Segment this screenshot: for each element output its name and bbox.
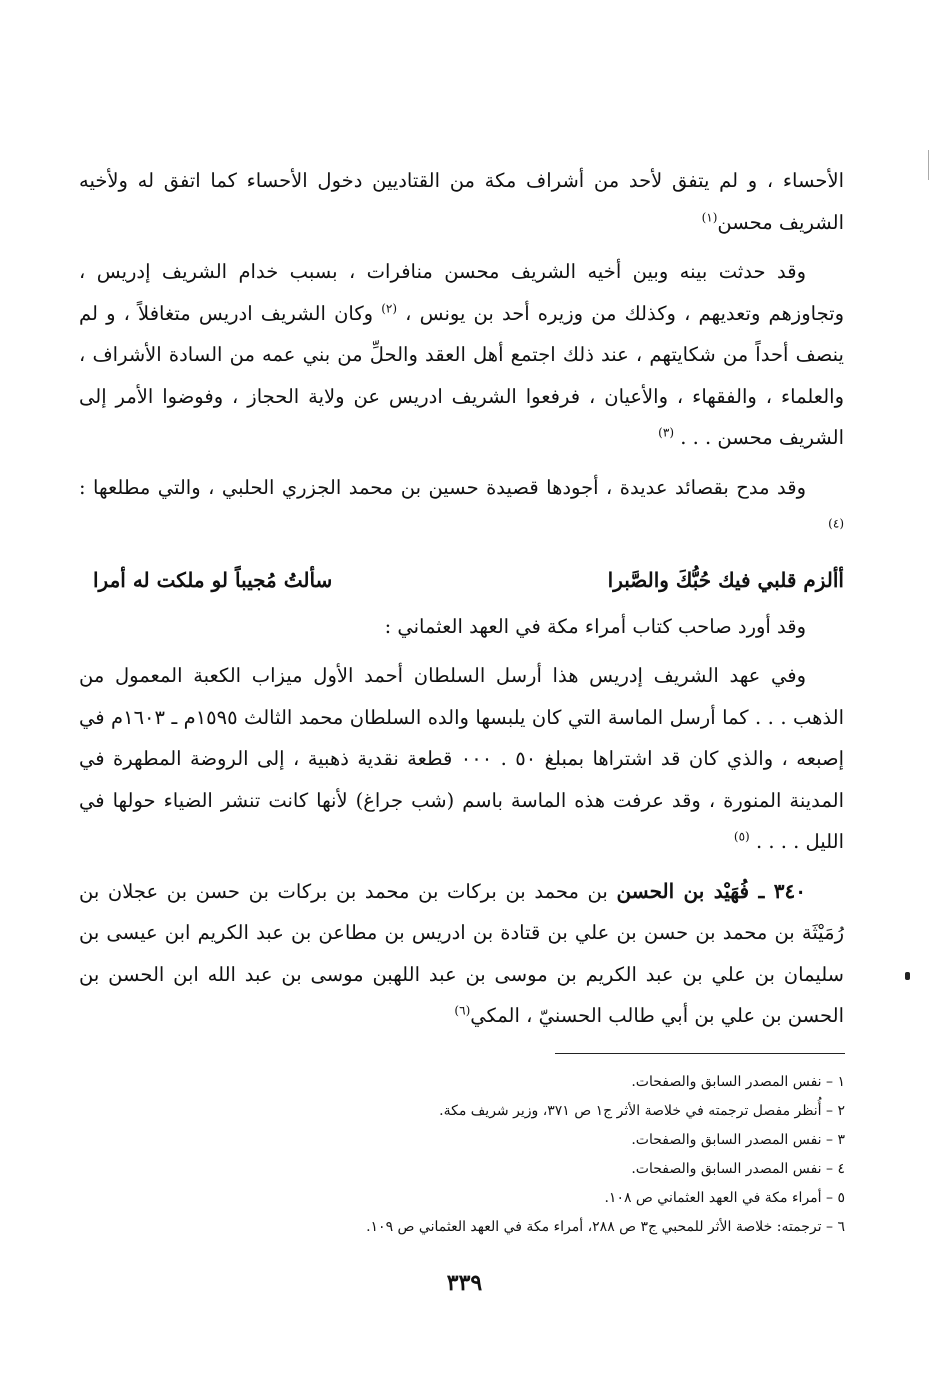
paragraph-3 [79,467,844,550]
footnotes [80,1068,845,1242]
footnote-ref-5[interactable]: (٥) [733,829,750,844]
footnote-ref-4[interactable]: (٤) [828,516,844,531]
margin-dot [905,972,910,980]
main-text [79,160,844,1045]
footnote-separator [555,1053,845,1054]
entry-text: بن محمد بن بركات بن محمد بن بركات بن حسن بن عجلان بن رُمَيْثَة بن محمد بن حسن بن علي بن قتادة بن ادريس بن مطاعن بن عبد الكريم ابن عيسى بن سليمان بن علي بن عبد الكريم بن موسى بن عبد اللهبن موسى بن عبد الله ابن الحسن بن الحسن بن علي بن أبي طالب الحسنيّ ، المكي [79,879,844,1027]
footnote-ref-1[interactable]: (١) [701,210,718,224]
footnote-ref-2[interactable]: (٢) [381,301,398,315]
footnote-ref-6[interactable]: (٦) [454,1003,471,1018]
entry-title: ٣٤٠ ـ فُهَيْد بن الحسن [616,878,806,903]
footnote-ref-3[interactable]: (٣) [658,425,674,440]
footnote-2: ٢ – أُنظر مفصل ترجمته في خلاصة الأثر ج١ ص ٣٧١، وزير شريف مكة. [439,1103,845,1119]
paragraph-4 [79,606,844,648]
paragraph-2-text-cont: وكان الشريف ادريس متغافلاً ، و لم ينصف أحداً من شكايتهم ، عند ذلك اجتمع أهل العقد والحلِّ من بني عمه من السادة الأشراف ، والعلماء ، والفقهاء ، والأعيان ، فرفعوا الشريف ادريس عن ولاية الحجاز ، وفوضوا الأمر إلى الشريف محسن . . . [79,301,844,449]
paragraph-1-text: الأحساء ، و لم يتفق لأحد من أشراف مكة من القتاديين دخول الأحساء كما اتفق له ولأخيه الشريف محسن [79,169,844,234]
paragraph-1 [79,160,844,243]
footnote-6: ٦ – ترجمته: خلاصة الأثر للمحبي ج٣ ص ٢٨٨، أمراء مكة في العهد العثماني ص ١٠٩. [366,1219,845,1235]
poem-verse [79,558,844,602]
paragraph-5 [79,655,844,863]
paragraph-5-text: وفي عهد الشريف إدريس هذا أرسل السلطان أحمد الأول ميزاب الكعبة المعمول من الذهب . . . كما أرسل الماسة التي كان يلبسها والده السلطان محمد الثالث ١٥٩٥م ـ ١٦٠٣م في إصبعه ، والذي كان قد اشتراها بمبلغ ٥٠ . ٠٠٠ قطعة نقدية ذهبية ، إلى الروضة المطهرة في المدينة المنورة ، وقد عرفت هذه الماسة باسم (شب جراغ) لأنها كانت تنشر الضياء حولها في الليل . . . . [79,664,844,853]
verse-first-hemistich: أألزم قلبي فيك حُبُّكَ والصَّبرا [607,567,844,592]
footnote-1: ١ – نفس المصدر السابق والصفحات. [631,1074,845,1090]
paragraph-2-text: وقد حدثت بينه وبين أخيه الشريف محسن منافرات ، بسبب خدام الشريف إدريس ، وتجاوزهم وتعديهم ، وكذلك من وزيره أحد بن يونس ، [79,260,845,325]
biography-entry [79,871,844,1037]
paragraph-4-text: وقد أورد صاحب كتاب أمراء مكة في العهد العثماني : [384,614,806,638]
page-number: ٣٣٩ [446,1270,483,1296]
paragraph-3-text: وقد مدح بقصائد عديدة ، أجودها قصيدة حسين بن محمد الجزري الحلبي ، والتي مطلعها : [79,475,806,499]
footnote-5: ٥ – أمراء مكة في العهد العثماني ص ١٠٨. [604,1190,845,1206]
footnote-4: ٤ – نفس المصدر السابق والصفحات. [631,1161,845,1177]
verse-second-hemistich: سألتُ مُجيباً لو ملكت له أمرا [93,567,333,592]
footnote-3: ٣ – نفس المصدر السابق والصفحات. [631,1132,845,1148]
paragraph-2 [79,251,844,459]
